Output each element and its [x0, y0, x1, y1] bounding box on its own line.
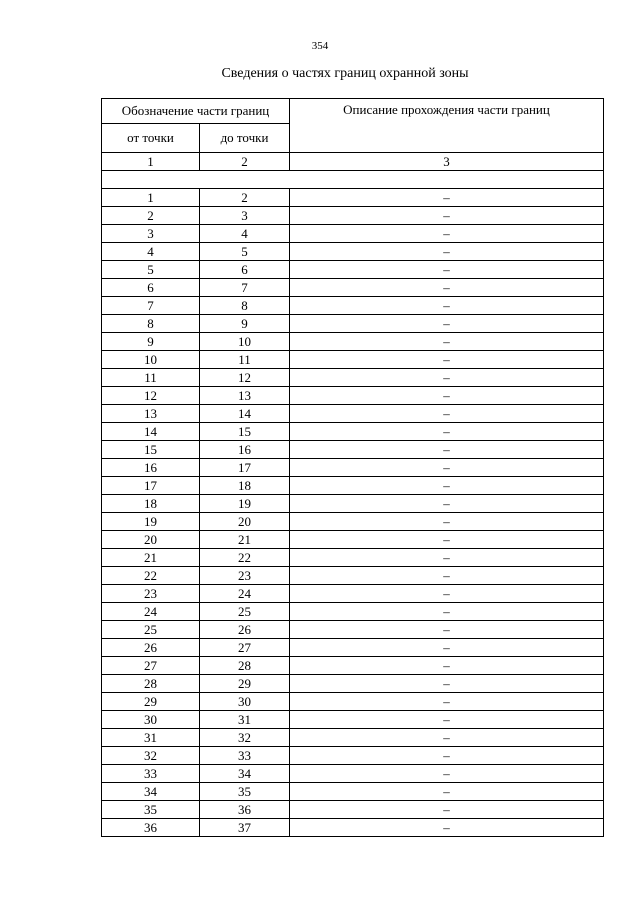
- table-row: [102, 495, 604, 513]
- from-point-cell: 24: [102, 603, 200, 621]
- description-cell: –: [290, 801, 604, 819]
- to-point-cell: 2: [200, 189, 290, 207]
- description-cell: –: [290, 441, 604, 459]
- table-row: [102, 819, 604, 837]
- description-cell: –: [290, 585, 604, 603]
- to-point-cell: 13: [200, 387, 290, 405]
- description-cell: –: [290, 675, 604, 693]
- table-row: [102, 801, 604, 819]
- to-point-cell: 15: [200, 423, 290, 441]
- to-point-cell: 14: [200, 405, 290, 423]
- description-cell: –: [290, 549, 604, 567]
- from-point-cell: 34: [102, 783, 200, 801]
- table-row: [102, 387, 604, 405]
- to-point-cell: 26: [200, 621, 290, 639]
- description-header: Описание прохождения части границ: [290, 99, 604, 153]
- from-point-cell: 25: [102, 621, 200, 639]
- from-point-cell: 35: [102, 801, 200, 819]
- section-divider-row: [102, 171, 604, 189]
- description-cell: –: [290, 495, 604, 513]
- table-row: [102, 459, 604, 477]
- from-point-cell: 28: [102, 675, 200, 693]
- from-point-cell: 31: [102, 729, 200, 747]
- description-cell: –: [290, 747, 604, 765]
- from-point-header: от точки: [102, 124, 200, 153]
- from-point-cell: 36: [102, 819, 200, 837]
- from-point-cell: 23: [102, 585, 200, 603]
- table-row: [102, 189, 604, 207]
- to-point-cell: 28: [200, 657, 290, 675]
- description-cell: –: [290, 711, 604, 729]
- to-point-cell: 3: [200, 207, 290, 225]
- description-cell: –: [290, 693, 604, 711]
- description-cell: –: [290, 225, 604, 243]
- to-point-cell: 31: [200, 711, 290, 729]
- to-point-cell: 25: [200, 603, 290, 621]
- table-row: [102, 549, 604, 567]
- from-point-cell: 2: [102, 207, 200, 225]
- table-row: [102, 351, 604, 369]
- to-point-cell: 5: [200, 243, 290, 261]
- from-point-cell: 14: [102, 423, 200, 441]
- table-row: [102, 369, 604, 387]
- table-row: [102, 675, 604, 693]
- table-row: [102, 297, 604, 315]
- from-point-cell: 17: [102, 477, 200, 495]
- page-number: 354: [311, 40, 329, 52]
- table-row: [102, 783, 604, 801]
- table-row: [102, 279, 604, 297]
- to-point-cell: 11: [200, 351, 290, 369]
- from-point-cell: 5: [102, 261, 200, 279]
- to-point-cell: 23: [200, 567, 290, 585]
- from-point-cell: 27: [102, 657, 200, 675]
- to-point-cell: 21: [200, 531, 290, 549]
- description-cell: –: [290, 639, 604, 657]
- from-point-cell: 18: [102, 495, 200, 513]
- from-point-cell: 4: [102, 243, 200, 261]
- from-point-cell: 15: [102, 441, 200, 459]
- table-row: [102, 531, 604, 549]
- from-point-cell: 3: [102, 225, 200, 243]
- table-row: [102, 621, 604, 639]
- description-cell: –: [290, 459, 604, 477]
- table-row: [102, 207, 604, 225]
- from-point-cell: 11: [102, 369, 200, 387]
- table-row: [102, 603, 604, 621]
- column-number: 1: [102, 153, 200, 171]
- from-point-cell: 7: [102, 297, 200, 315]
- to-point-cell: 6: [200, 261, 290, 279]
- column-number: 3: [290, 153, 604, 171]
- description-cell: –: [290, 369, 604, 387]
- description-cell: –: [290, 333, 604, 351]
- from-point-cell: 32: [102, 747, 200, 765]
- to-point-cell: 20: [200, 513, 290, 531]
- description-cell: –: [290, 819, 604, 837]
- to-point-cell: 24: [200, 585, 290, 603]
- description-cell: –: [290, 783, 604, 801]
- table-row: [102, 423, 604, 441]
- from-point-cell: 19: [102, 513, 200, 531]
- description-cell: –: [290, 477, 604, 495]
- from-point-cell: 21: [102, 549, 200, 567]
- description-cell: –: [290, 207, 604, 225]
- table-row: [102, 477, 604, 495]
- from-point-cell: 12: [102, 387, 200, 405]
- table-row: [102, 747, 604, 765]
- to-point-cell: 4: [200, 225, 290, 243]
- table-row: [102, 729, 604, 747]
- designation-header: Обозначение части границ: [102, 99, 290, 124]
- description-cell: –: [290, 405, 604, 423]
- from-point-cell: 22: [102, 567, 200, 585]
- from-point-cell: 10: [102, 351, 200, 369]
- to-point-cell: 30: [200, 693, 290, 711]
- to-point-cell: 33: [200, 747, 290, 765]
- table-row: [102, 765, 604, 783]
- to-point-cell: 22: [200, 549, 290, 567]
- description-cell: –: [290, 729, 604, 747]
- description-cell: –: [290, 351, 604, 369]
- description-cell: –: [290, 621, 604, 639]
- to-point-cell: 18: [200, 477, 290, 495]
- table-row: [102, 639, 604, 657]
- description-cell: –: [290, 243, 604, 261]
- from-point-cell: 26: [102, 639, 200, 657]
- to-point-cell: 16: [200, 441, 290, 459]
- description-cell: –: [290, 423, 604, 441]
- to-point-cell: 36: [200, 801, 290, 819]
- to-point-cell: 9: [200, 315, 290, 333]
- table-row: [102, 513, 604, 531]
- table-row: [102, 441, 604, 459]
- to-point-cell: 34: [200, 765, 290, 783]
- table-row: [102, 261, 604, 279]
- table-row: [102, 567, 604, 585]
- table-row: [102, 405, 604, 423]
- to-point-cell: 37: [200, 819, 290, 837]
- column-number: 2: [200, 153, 290, 171]
- table-row: [102, 693, 604, 711]
- description-cell: –: [290, 387, 604, 405]
- table-row: [102, 333, 604, 351]
- from-point-cell: 6: [102, 279, 200, 297]
- table-body: [102, 189, 604, 837]
- description-cell: –: [290, 657, 604, 675]
- table-row: [102, 315, 604, 333]
- to-point-cell: 10: [200, 333, 290, 351]
- description-cell: –: [290, 567, 604, 585]
- description-cell: –: [290, 279, 604, 297]
- description-cell: –: [290, 531, 604, 549]
- from-point-cell: 9: [102, 333, 200, 351]
- from-point-cell: 8: [102, 315, 200, 333]
- from-point-cell: 29: [102, 693, 200, 711]
- description-cell: –: [290, 603, 604, 621]
- page-title: Сведения о частях границ охранной зоны: [221, 66, 469, 81]
- to-point-cell: 27: [200, 639, 290, 657]
- table-row: [102, 657, 604, 675]
- description-cell: –: [290, 189, 604, 207]
- boundary-table: [101, 98, 604, 837]
- to-point-cell: 29: [200, 675, 290, 693]
- description-cell: –: [290, 765, 604, 783]
- table-row: [102, 225, 604, 243]
- from-point-cell: 33: [102, 765, 200, 783]
- table-row: [102, 711, 604, 729]
- description-cell: –: [290, 261, 604, 279]
- to-point-header: до точки: [200, 124, 290, 153]
- to-point-cell: 19: [200, 495, 290, 513]
- from-point-cell: 20: [102, 531, 200, 549]
- table-row: [102, 243, 604, 261]
- description-cell: –: [290, 297, 604, 315]
- description-cell: –: [290, 513, 604, 531]
- to-point-cell: 32: [200, 729, 290, 747]
- to-point-cell: 7: [200, 279, 290, 297]
- table-row: [102, 585, 604, 603]
- to-point-cell: 35: [200, 783, 290, 801]
- to-point-cell: 12: [200, 369, 290, 387]
- from-point-cell: 13: [102, 405, 200, 423]
- from-point-cell: 1: [102, 189, 200, 207]
- to-point-cell: 17: [200, 459, 290, 477]
- from-point-cell: 30: [102, 711, 200, 729]
- description-cell: –: [290, 315, 604, 333]
- from-point-cell: 16: [102, 459, 200, 477]
- table-header: [102, 99, 604, 189]
- to-point-cell: 8: [200, 297, 290, 315]
